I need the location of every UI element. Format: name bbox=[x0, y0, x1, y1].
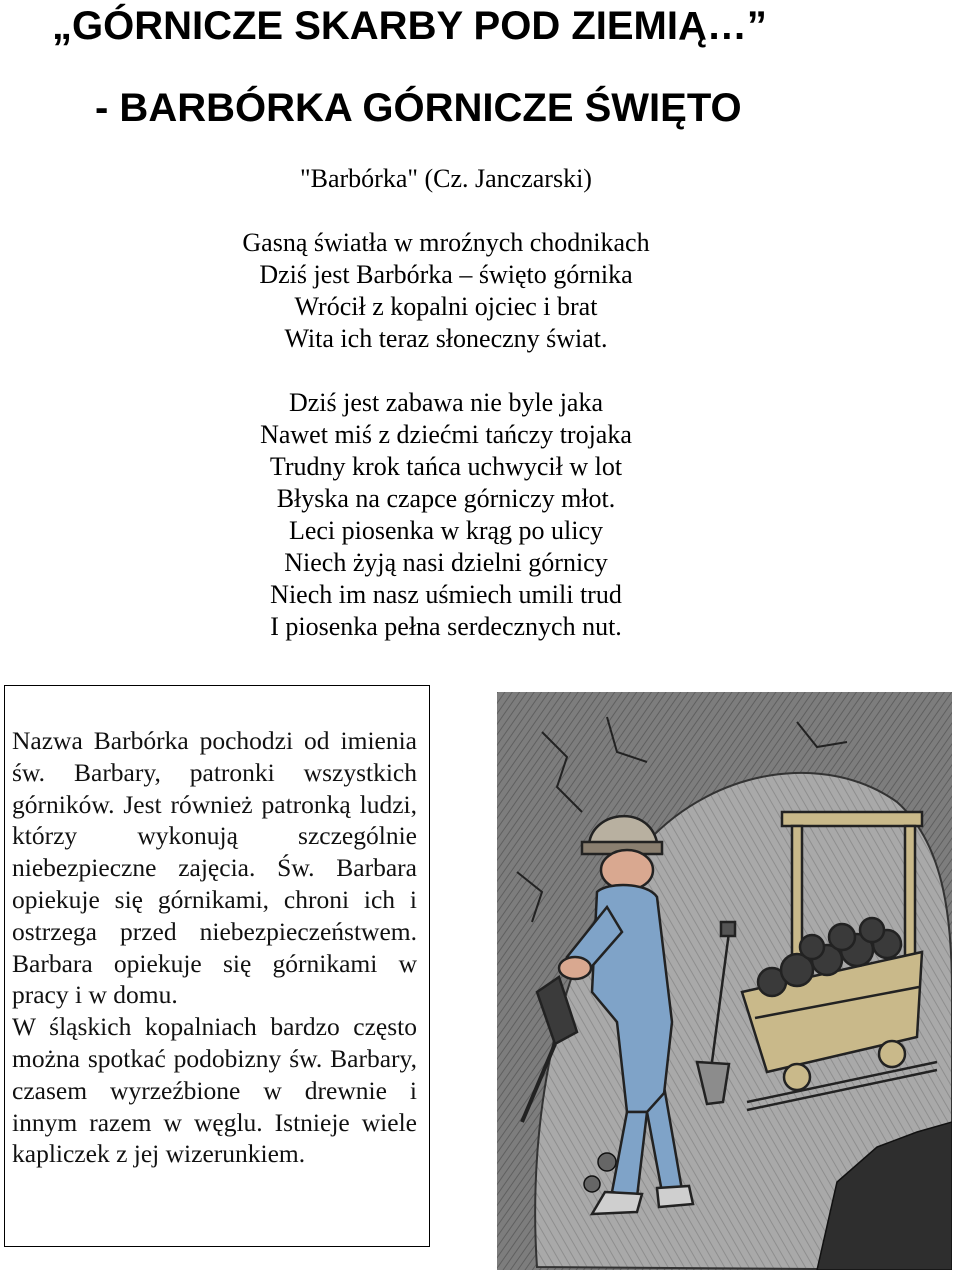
poem-stanza-1 bbox=[0, 227, 892, 355]
info-paragraph: W śląskich kopalniach bardzo często można spotkać podobizny św. Barbary, czasem wyrzeźbione w drewnie i innym razem w węglu. Istnieje wiele kapliczek z jej wizerunkiem. bbox=[12, 1012, 417, 1169]
poem-line: Leci piosenka w krąg po ulicy bbox=[288, 516, 604, 545]
page-subtitle: - BARBÓRKA GÓRNICZE ŚWIĘTO bbox=[95, 86, 742, 130]
poem-line: Trudny krok tańca uchwycił w lot bbox=[269, 452, 623, 481]
poem-line: Niech im nasz uśmiech umili trud bbox=[270, 580, 622, 609]
poem-line: Nawet miś z dziećmi tańczy trojaka bbox=[260, 420, 632, 449]
poem-line: Dziś jest Barbórka – święto górnika bbox=[259, 260, 633, 289]
poem-title: "Barbórka" (Cz. Janczarski) bbox=[300, 164, 592, 193]
info-paragraph: Nazwa Barbórka pochodzi od imienia św. Barbary, patronki wszystkich górników. Jest również patronką ludzi, którzy wykonują szczególnie niebezpieczne zajęcia. Św. Barbara opiekuje się górnikami, chroni ich i ostrzega przed niebezpieczeństwem. Barbara opiekuje się górnikami w pracy i w domu. bbox=[12, 726, 417, 1010]
info-text bbox=[12, 725, 417, 1170]
poem-line: Wrócił z kopalni ojciec i brat bbox=[294, 292, 598, 321]
miner-illustration bbox=[497, 692, 952, 1270]
poem-line: Gasną światła w mroźnych chodnikach bbox=[242, 228, 650, 257]
page-title: „GÓRNICZE SKARBY POD ZIEMIĄ…” bbox=[52, 4, 767, 48]
poem-stanza-2 bbox=[0, 387, 892, 643]
poem-line: Błyska na czapce górniczy młot. bbox=[276, 484, 616, 513]
poem-line: Wita ich teraz słoneczny świat. bbox=[284, 324, 608, 353]
poem-line: Niech żyją nasi dzielni górnicy bbox=[284, 548, 608, 577]
poem-line: Dziś jest zabawa nie byle jaka bbox=[288, 388, 604, 417]
poem-line: I piosenka pełna serdecznych nut. bbox=[270, 612, 622, 641]
